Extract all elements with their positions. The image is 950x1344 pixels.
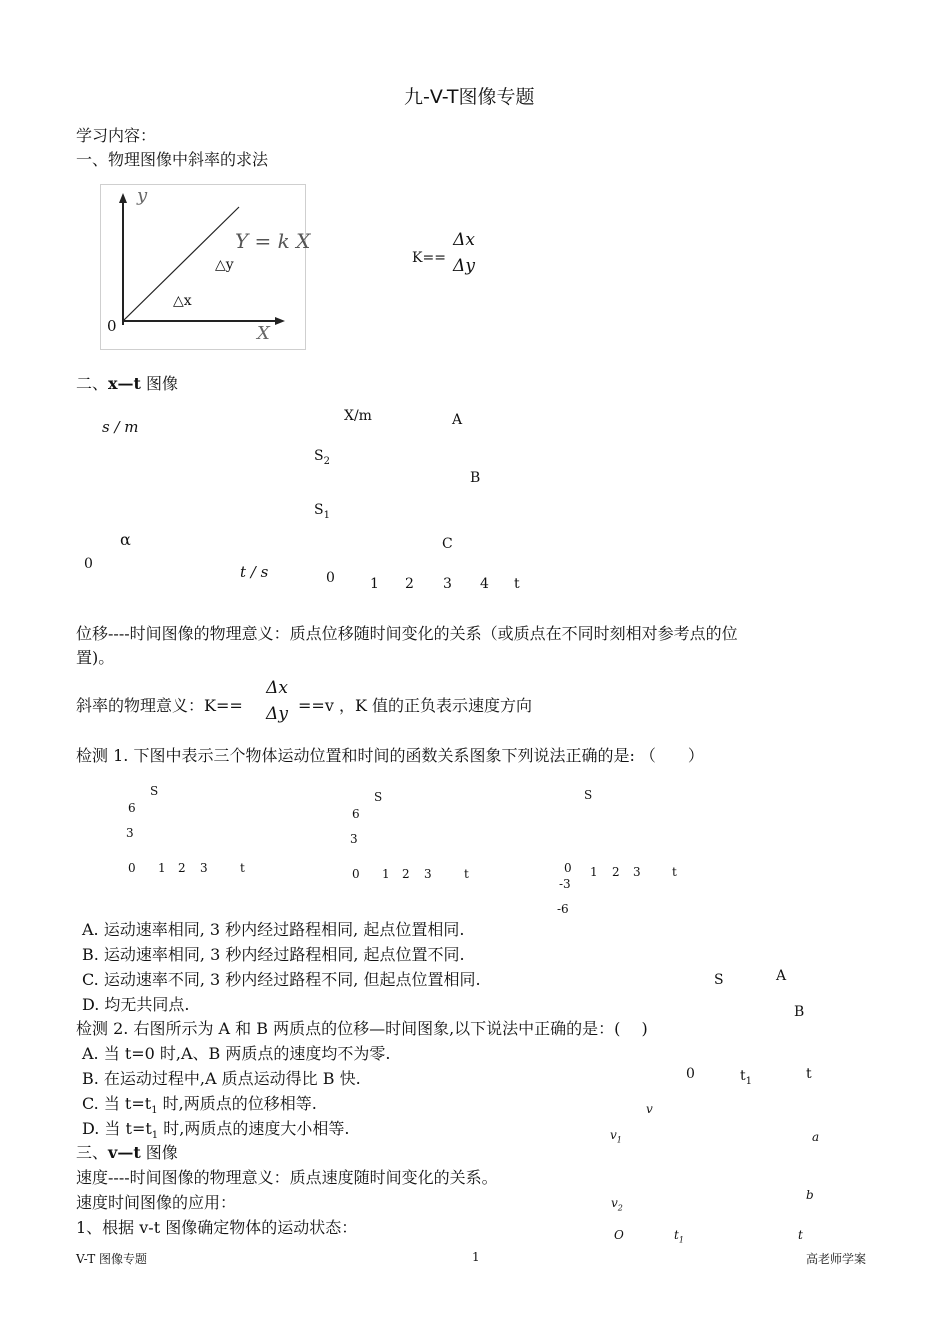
xt-right-x-label: t [514, 576, 520, 592]
vt-v1-sub: 1 [616, 1135, 622, 1145]
test2-option-b: B. 在运动过程中,A 质点运动得比 B 快. [82, 1069, 361, 1088]
fig1-origin: 0 [107, 317, 117, 335]
t1g2-y6: 6 [352, 807, 360, 821]
vt-a-label: a [812, 1130, 820, 1144]
t1g1-x0: 0 [128, 861, 136, 875]
t2g-a: A [776, 968, 787, 984]
vt-v2-letter: v [611, 1196, 618, 1210]
test2-option-c-rest: 时,两质点的位移相等. [157, 1094, 317, 1113]
section2-heading-suffix: 图像 [140, 374, 179, 393]
vt-v2-label [611, 1196, 623, 1212]
intro-label: 学习内容： [76, 126, 157, 145]
slope-meaning-numerator: Δx [266, 678, 288, 698]
xt-right-s2 [314, 448, 330, 467]
vt-t-label: t [798, 1228, 803, 1242]
k-formula-prefix: K== [412, 250, 446, 266]
t1g2-y3: 3 [350, 832, 358, 846]
fig1-y-label: y [137, 185, 148, 206]
t1g1-y6: 6 [128, 801, 136, 815]
xt-right-s1-sub: 1 [323, 509, 330, 521]
t1g1-y3: 3 [126, 826, 134, 840]
fig1-delta-x: △x [173, 293, 192, 309]
k-formula-numerator: Δx [453, 230, 475, 250]
xt-left-y-label: s / m [102, 418, 139, 436]
vt-meaning: 速度----时间图像的物理意义：质点速度随时间变化的关系。 [76, 1168, 498, 1187]
test2-option-c-lead: C. 当 t=t [82, 1094, 152, 1113]
xt-right-s2-sub: 2 [323, 455, 330, 467]
test2-option-d-rest: 时,两质点的速度大小相等. [158, 1119, 350, 1138]
vt-t1-label [674, 1228, 684, 1244]
section2-heading [76, 372, 178, 396]
test1-option-b: B. 运动速率相同, 3 秒内经过路程相同, 起点位置不同. [82, 945, 465, 964]
t1g2-x3: 3 [424, 867, 432, 881]
footer-right: 高老师学案 [806, 1252, 867, 1266]
test1-option-c: C. 运动速率不同, 3 秒内经过路程不同, 但起点位置相同. [82, 970, 481, 989]
t1g2-x0: 0 [352, 867, 360, 881]
xt-right-line-b: B [470, 470, 481, 486]
test2-option-d-lead: D. 当 t=t [82, 1119, 152, 1138]
page-title: 九-V-T图像专题 [404, 86, 535, 108]
vt-item1: 1、根据 v-t 图像确定物体的运动状态： [76, 1218, 358, 1237]
fig1-x-label: X [257, 323, 270, 344]
xt-right-s2-letter: S [314, 448, 324, 464]
vt-t1-letter: t [674, 1228, 679, 1242]
t1g3-x1: 1 [590, 865, 598, 879]
xt-right-s1 [314, 502, 330, 521]
section2-heading-bold: x—t [108, 374, 141, 393]
vt-b-label: b [806, 1188, 814, 1202]
xt-right-line-c: C [442, 536, 453, 552]
t2g-t1 [740, 1068, 752, 1087]
k-formula-denominator: Δy [453, 256, 475, 276]
t1g3-s: S [584, 788, 593, 802]
t1g2-x2: 2 [402, 867, 410, 881]
slope-meaning-suffix: ==v ，K 值的正负表示速度方向 [298, 696, 532, 715]
t1g1-s: S [150, 784, 159, 798]
t1g1-x2: 2 [178, 861, 186, 875]
xt-meaning-line2: 置)。 [76, 648, 115, 667]
fig1-delta-y: △y [215, 257, 234, 273]
xt-right-tick-1: 1 [370, 576, 379, 592]
test1-option-a: A. 运动速率相同, 3 秒内经过路程相同, 起点位置相同. [82, 920, 465, 939]
t1g3-t: t [672, 865, 677, 879]
x-axis-arrow [275, 317, 285, 325]
fig1-equation: Y = k X [235, 229, 311, 253]
section3-heading-suffix: 图像 [140, 1143, 178, 1162]
t2g-s: S [714, 972, 724, 988]
t1g1-x3: 3 [200, 861, 208, 875]
vt-v1-letter: v [610, 1128, 617, 1142]
t2g-t: t [806, 1066, 812, 1082]
xt-right-y-label: X/m [344, 408, 372, 424]
t1g3-y-neg3: -3 [559, 877, 571, 891]
xt-right-origin: 0 [326, 570, 335, 586]
section3-heading-bold: v—t [108, 1143, 141, 1162]
xt-left-origin: 0 [84, 556, 93, 572]
test1-option-d: D. 均无共同点. [82, 995, 190, 1014]
t1g2-t: t [464, 867, 469, 881]
section1-heading: 一、物理图像中斜率的求法 [76, 150, 269, 169]
t1g3-origin: 0 [564, 861, 572, 875]
slope-meaning-fraction [262, 678, 292, 724]
slope-figure [100, 184, 311, 350]
xt-meaning-line1: 位移----时间图像的物理意义：质点位移随时间变化的关系（或质点在不同时刻相对参考点的位 [76, 624, 738, 643]
section3-heading-prefix: 三、 [76, 1143, 109, 1162]
section3-heading [76, 1141, 178, 1165]
vt-applications: 速度时间图像的应用： [76, 1193, 237, 1212]
t1g3-x3: 3 [633, 865, 641, 879]
test2-option-c-sub: 1 [151, 1105, 158, 1117]
slope-meaning-prefix: 斜率的物理意义：K== [76, 696, 243, 715]
t2g-t1-sub: 1 [745, 1075, 753, 1087]
t1g2-s: S [374, 790, 383, 804]
vt-origin: O [614, 1228, 624, 1242]
test2-question: 检测 2. 右图所示为 A 和 B 两质点的位移—时间图象,以下说法中正确的是：( ) [76, 1019, 648, 1038]
vt-t1-sub: 1 [678, 1235, 684, 1245]
xt-right-tick-2: 2 [405, 576, 414, 592]
slope-meaning-denominator: Δy [266, 704, 288, 724]
footer-page-number: 1 [472, 1250, 480, 1264]
xt-right-tick-3: 3 [443, 576, 452, 592]
section2-heading-prefix: 二、 [76, 374, 109, 393]
vt-v2-sub: 2 [617, 1203, 623, 1213]
t2g-origin: 0 [686, 1066, 695, 1082]
t1g3-y-neg6: -6 [557, 902, 569, 916]
t1g1-x1: 1 [158, 861, 166, 875]
slope-figure-svg [101, 185, 305, 349]
vt-v1-label [610, 1128, 622, 1144]
test2-option-d-sub: 1 [151, 1130, 159, 1142]
xt-right-s1-letter: S [314, 502, 324, 518]
test1-question: 检测 1. 下图中表示三个物体运动位置和时间的函数关系图象下列说法正确的是: （ ） [76, 746, 704, 765]
t2g-t1-letter: t [740, 1068, 746, 1084]
xt-left-angle: α [120, 530, 131, 549]
test2-option-a: A. 当 t=0 时,A、B 两质点的速度均不为零. [82, 1044, 391, 1063]
t2g-b: B [794, 1004, 805, 1020]
t1g1-t: t [240, 861, 245, 875]
y-axis-arrow [119, 193, 127, 203]
t1g3-x2: 2 [612, 865, 620, 879]
vt-v-label: v [646, 1102, 653, 1116]
xt-right-tick-4: 4 [480, 576, 489, 592]
k-formula-fraction [450, 230, 478, 276]
xt-right-line-a: A [452, 412, 463, 428]
t1g2-x1: 1 [382, 867, 390, 881]
footer-left: V-T 图像专题 [76, 1252, 148, 1266]
xt-left-x-label: t / s [240, 563, 269, 581]
